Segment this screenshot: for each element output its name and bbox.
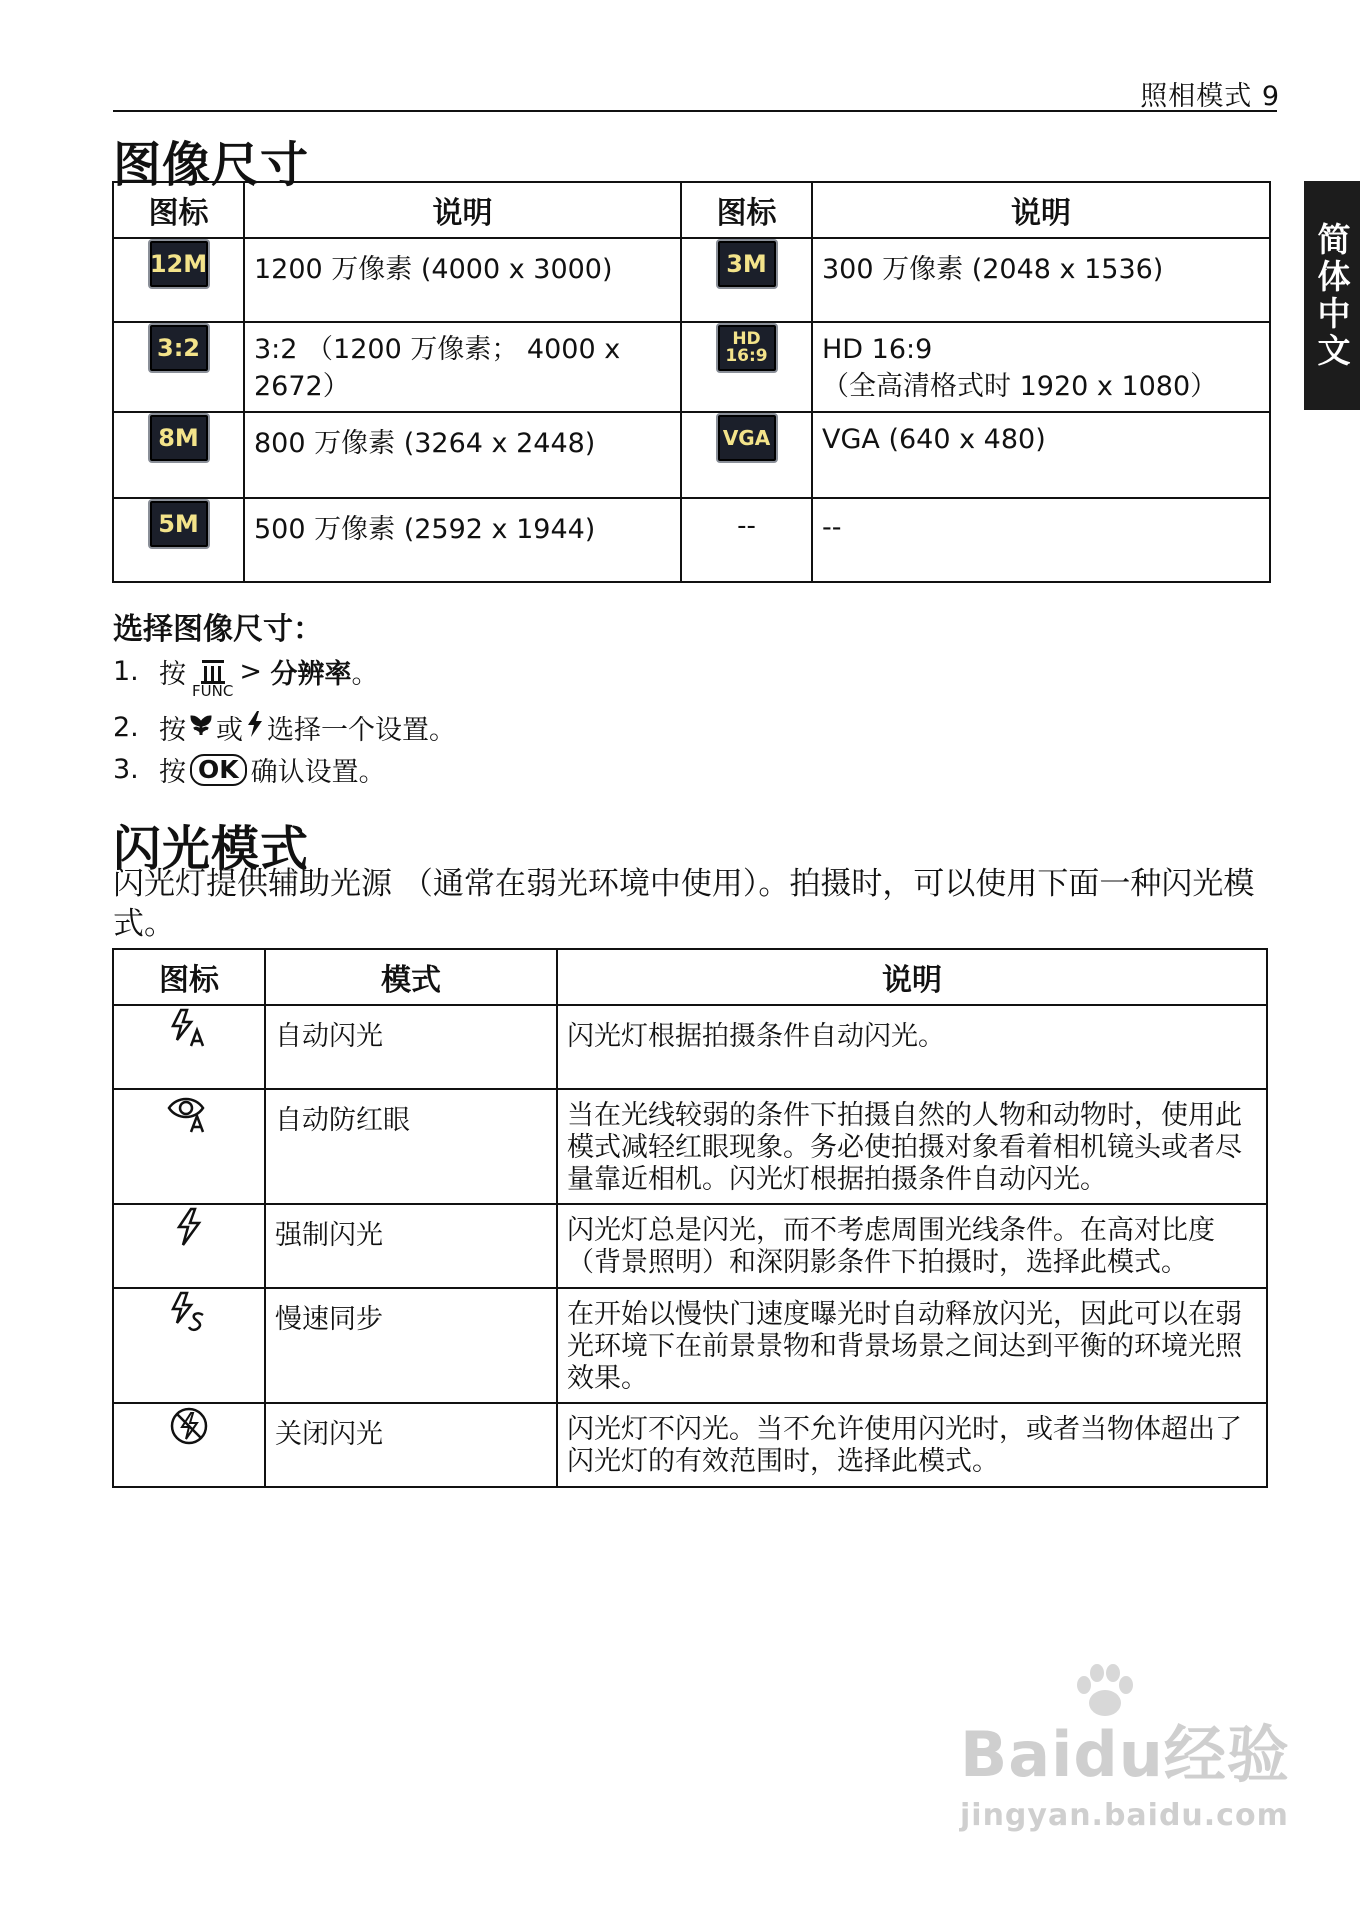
col-header-desc: 说明 <box>557 949 1267 1005</box>
col-header-icon: 图标 <box>113 949 265 1005</box>
menu-target: 分辨率 <box>270 658 352 690</box>
size-8m-icon: 8M <box>148 413 210 463</box>
size-12m-icon: 12M <box>148 239 210 289</box>
section-title-flash: 闪光模式 <box>113 821 310 877</box>
mode-name: 慢速同步 <box>275 1304 383 1335</box>
mode-name: 自动防红眼 <box>275 1105 410 1136</box>
size-desc: 3:2 （1200 万像素； 4000 x 2672） <box>254 334 621 402</box>
col-header-mode: 模式 <box>265 949 557 1005</box>
header-rule <box>113 110 1277 112</box>
table-row <box>113 412 1270 498</box>
mode-name: 强制闪光 <box>275 1220 383 1251</box>
red-eye-auto-icon <box>114 1090 264 1134</box>
table-row <box>113 238 1270 322</box>
table-row <box>113 498 1270 582</box>
how-to-heading: 选择图像尺寸： <box>113 612 323 647</box>
baidu-watermark <box>960 1705 1290 1833</box>
flash-forced-icon <box>114 1205 264 1249</box>
paw-icon <box>1070 1661 1140 1721</box>
running-head: 照相模式 9 <box>1140 81 1280 112</box>
table-row <box>113 1403 1267 1487</box>
watermark-url: jingyan.baidu.com <box>960 1798 1289 1833</box>
mode-desc: 闪光灯总是闪光，而不考虑周围光线条件。在高对比度（背景照明）和深阴影条件下拍摄时，选择此模式。 <box>567 1215 1215 1278</box>
table-row <box>113 1288 1267 1403</box>
empty-icon-cell: -- <box>737 511 756 541</box>
col-header-icon: 图标 <box>113 182 244 238</box>
step-2: 2. 按 或 选择一个设置。 <box>113 712 456 746</box>
size-5m-icon: 5M <box>148 499 210 549</box>
flash-mode-table <box>112 948 1268 1488</box>
size-3-2-icon: 3:2 <box>148 323 210 373</box>
table-row <box>113 322 1270 412</box>
size-desc: HD 16:9 （全高清格式时 1920 x 1080） <box>822 334 1218 402</box>
step-1: 1. 按 FUNC > 分辨率 。 <box>113 650 379 692</box>
macro-button-icon <box>188 711 214 744</box>
size-desc: 800 万像素 (3264 x 2448) <box>254 428 596 459</box>
table-row <box>113 1089 1267 1204</box>
table-row <box>113 1005 1267 1089</box>
size-desc: 1200 万像素 (4000 x 3000) <box>254 254 613 285</box>
size-desc: 300 万像素 (2048 x 1536) <box>822 254 1164 285</box>
size-3m-icon: 3M <box>716 239 778 289</box>
mode-desc: 当在光线较弱的条件下拍摄自然的人物和动物时，使用此模式减轻红眼现象。务必使拍摄对象看着相机镜头或者尽量靠近相机。闪光灯根据拍摄条件自动闪光。 <box>567 1100 1242 1195</box>
col-header-icon: 图标 <box>681 182 812 238</box>
flash-off-icon <box>114 1404 264 1448</box>
mode-name: 关闭闪光 <box>275 1419 383 1450</box>
step-3: 3. 按 OK 确认设置。 <box>113 754 386 788</box>
col-header-desc: 说明 <box>812 182 1270 238</box>
image-size-table <box>112 181 1271 583</box>
col-header-desc: 说明 <box>244 182 681 238</box>
mode-desc: 在开始以慢快门速度曝光时自动释放闪光，因此可以在弱光环境下在前景景物和背景场景之间达到平衡的环境光照效果。 <box>567 1299 1242 1394</box>
size-vga-icon: VGA <box>716 413 778 463</box>
size-desc: -- <box>822 512 842 543</box>
mode-name: 自动闪光 <box>275 1021 383 1052</box>
table-row <box>113 1204 1267 1288</box>
mode-desc: 闪光灯根据拍摄条件自动闪光。 <box>567 1021 945 1052</box>
section-title-image-size: 图像尺寸 <box>113 137 310 193</box>
flash-auto-icon <box>114 1006 264 1050</box>
slow-sync-icon <box>114 1289 264 1333</box>
size-desc: 500 万像素 (2592 x 1944) <box>254 514 596 545</box>
flash-button-icon <box>245 710 265 745</box>
flash-intro: 闪光灯提供辅助光源 （通常在弱光环境中使用）。拍摄时，可以使用下面一种闪光模式。 <box>113 866 1255 942</box>
size-desc: VGA (640 x 480) <box>822 424 1046 455</box>
mode-desc: 闪光灯不闪光。当不允许使用闪光时，或者当物体超出了闪光灯的有效范围时，选择此模式。 <box>567 1414 1242 1477</box>
language-tab <box>1304 181 1360 410</box>
watermark-main: Baidu经验 <box>960 1718 1290 1791</box>
ok-button-icon: OK <box>190 754 247 786</box>
func-button-icon: FUNC <box>192 658 233 700</box>
size-hd-16-9-icon: HD 16:9 <box>716 323 778 373</box>
language-tab-label: 简体中文 <box>1312 221 1352 370</box>
